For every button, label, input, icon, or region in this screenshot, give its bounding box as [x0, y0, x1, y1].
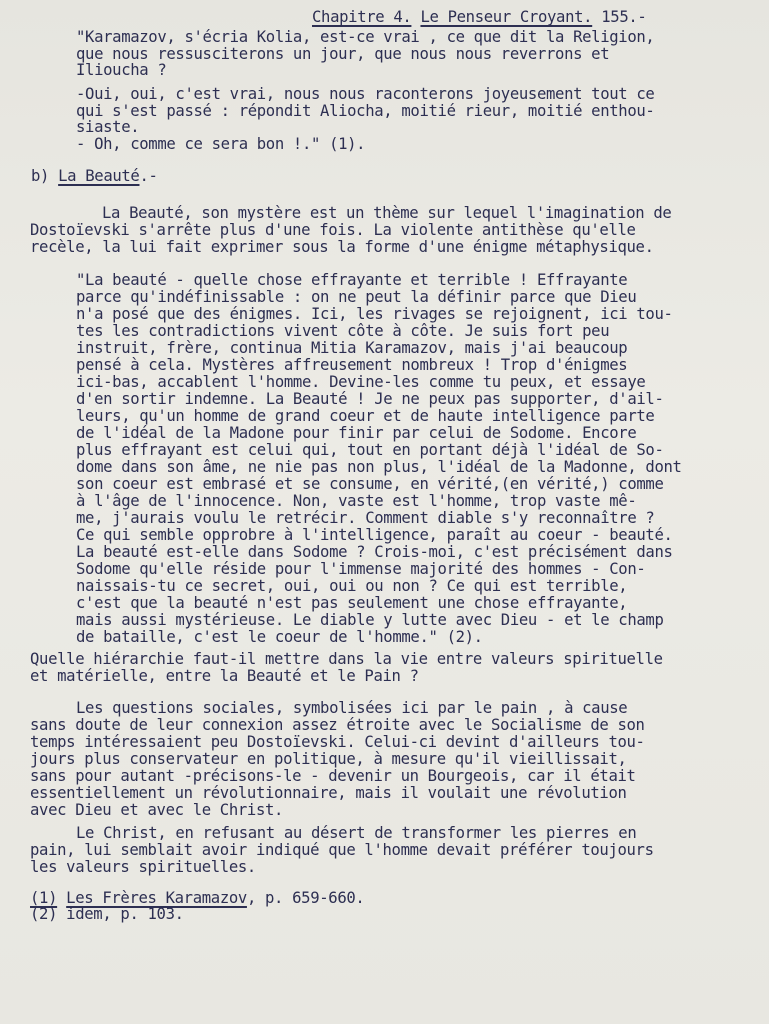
section-heading	[31, 168, 158, 185]
footnote-pages: , p. 103.	[102, 905, 184, 923]
paragraph2-line: avec Dieu et avec le Christ.	[30, 801, 284, 819]
quote2-line: dome dans son âme, ne nie pas non plus, l'idéal de la Madonne, dont	[76, 458, 682, 476]
paragraph1-line: La Beauté, son mystère est un thème sur lequel l'imagination de	[102, 204, 672, 222]
footnote-number: (2)	[30, 905, 58, 923]
quote2-line: instruit, frère, continua Mitia Karamazov, mais j'ai beaucoup	[76, 339, 628, 357]
chapter-label: Chapitre 4.	[312, 8, 412, 26]
section-suffix: .-	[139, 167, 158, 185]
quote2-line: "La beauté - quelle chose effrayante et terrible ! Effrayante	[76, 271, 628, 289]
paragraph2-line: Les questions sociales, symbolisées ici par le pain , à cause	[76, 699, 628, 717]
quote2-line: plus effrayant est celui qui, tout en portant déjà l'idéal de So-	[76, 441, 664, 459]
chapter-title: Le Penseur Croyant.	[420, 8, 593, 26]
quote2-line: Sodome qu'elle réside pour l'immense majorité des hommes - Con-	[76, 560, 646, 578]
footnote-number: (1)	[30, 889, 58, 907]
quote1-line: que nous ressusciterons un jour, que nous nous reverrons et	[76, 45, 610, 63]
paragraph2-line: essentiellement un révolutionnaire, mais il voulait une révolution	[30, 784, 627, 802]
paragraph2-line: temps intéressaient peu Dostoïevski. Celui-ci devint d'ailleurs tou-	[30, 733, 645, 751]
footnote-reference: idem	[66, 905, 103, 923]
paragraph2-line: sans doute de leur connexion assez étroite avec le Socialisme de son	[30, 716, 645, 734]
quote2-line: me, j'aurais voulu le retrécir. Comment diable s'y reconnaître ?	[76, 509, 655, 527]
quote2-line: tes les contradictions vivent côte à côte. Je suis fort peu	[76, 322, 610, 340]
quote2-line: naissais-tu ce secret, oui, oui ou non ? Ce qui est terrible,	[76, 577, 628, 595]
paragraph1-line: recèle, la lui fait exprimer sous la forme d'une énigme métaphysique.	[30, 238, 654, 256]
question-line: et matérielle, entre la Beauté et le Pain ?	[30, 667, 419, 685]
quote2-line: son coeur est embrasé et se consume, en vérité,(en vérité,) comme	[76, 475, 664, 493]
quote2-line: pensé à cela. Mystères affreusement nombreux ! Trop d'énigmes	[76, 356, 628, 374]
quote1-line: "Karamazov, s'écria Kolia, est-ce vrai , ce que dit la Religion,	[76, 28, 655, 46]
quote2-line: n'a posé que des énigmes. Ici, les rivages se rejoignent, ici tou-	[76, 305, 673, 323]
paragraph3-line: Le Christ, en refusant au désert de transformer les pierres en	[76, 824, 637, 842]
footnote-2	[30, 906, 184, 923]
quote2-line: La beauté est-elle dans Sodome ? Crois-moi, c'est précisément dans	[76, 543, 673, 561]
quote2-line: ici-bas, accablent l'homme. Devine-les comme tu peux, et essaye	[76, 373, 646, 391]
quote1-line: Ilioucha ?	[76, 61, 167, 79]
section-marker: b)	[31, 167, 50, 185]
paragraph2-line: sans pour autant -précisons-le - devenir un Bourgeois, car il était	[30, 767, 636, 785]
quote2-line: d'en sortir indemne. La Beauté ! Je ne peux pas supporter, d'ail-	[76, 390, 664, 408]
paragraph3-line: les valeurs spirituelles.	[30, 858, 256, 876]
quote2-line: à l'âge de l'innocence. Non, vaste est l'homme, trop vaste mê-	[76, 492, 637, 510]
quote2-line: mais aussi mystérieuse. Le diable y lutte avec Dieu - et le champ	[76, 611, 664, 629]
paragraph2-line: jours plus conservateur en politique, à mesure qu'il vieillissait,	[30, 750, 627, 768]
footnote-reference: Les Frères Karamazov	[66, 889, 247, 907]
paragraph1-line: Dostoïevski s'arrête plus d'une fois. La violente antithèse qu'elle	[30, 221, 636, 239]
footnote-pages: , p. 659-660.	[246, 889, 365, 907]
page-number: 155.-	[601, 8, 647, 26]
quote2-line: Ce qui semble opprobre à l'intelligence, paraît au coeur - beauté.	[76, 526, 673, 544]
quote2-line: de l'idéal de la Madone pour finir par celui de Sodome. Encore	[76, 424, 637, 442]
quote1-line: -Oui, oui, c'est vrai, nous nous raconterons joyeusement tout ce	[76, 85, 655, 103]
quote2-line: leurs, qu'un homme de grand coeur et de haute intelligence parte	[76, 407, 655, 425]
question-line: Quelle hiérarchie faut-il mettre dans la vie entre valeurs spirituelle	[30, 650, 663, 668]
quote1-line: siaste.	[76, 118, 140, 136]
quote1-line: - Oh, comme ce sera bon !." (1).	[76, 135, 366, 153]
running-header	[312, 9, 646, 26]
quote1-line: qui s'est passé : répondit Aliocha, moitié rieur, moitié enthou-	[76, 102, 655, 120]
section-title: La Beauté	[58, 167, 140, 185]
quote2-line: parce qu'indéfinissable : on ne peut la définir parce que Dieu	[76, 288, 637, 306]
paragraph3-line: pain, lui semblait avoir indiqué que l'homme devait préférer toujours	[30, 841, 654, 859]
quote2-line: c'est que la beauté n'est pas seulement une chose effrayante,	[76, 594, 628, 612]
quote2-line: de bataille, c'est le coeur de l'homme." (2).	[76, 628, 483, 646]
